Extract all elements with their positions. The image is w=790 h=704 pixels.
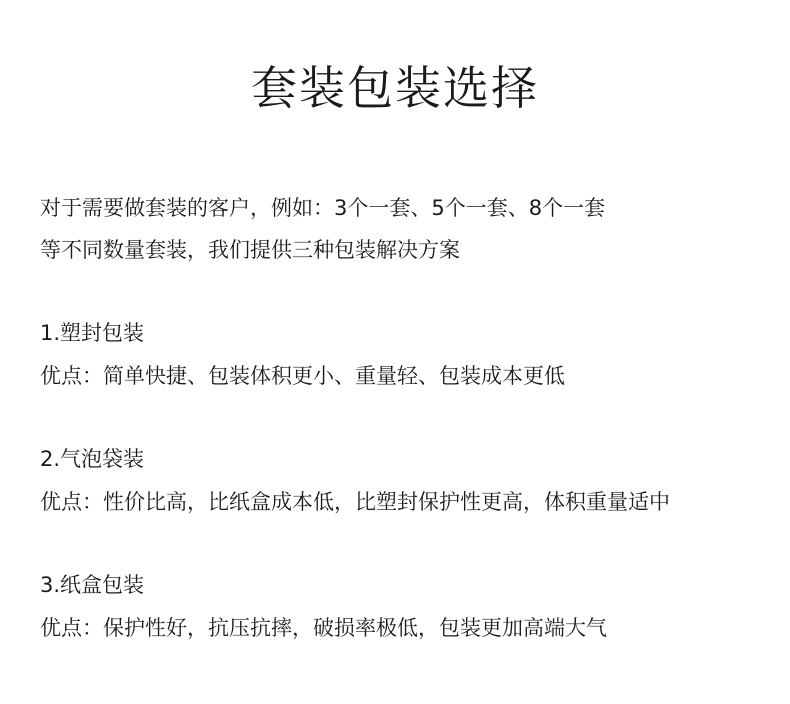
option-1-advantages: 优点：简单快捷、包装体积更小、重量轻、包装成本更低 <box>40 364 565 388</box>
option-2-advantages: 优点：性价比高，比纸盒成本低，比塑封保护性更高，体积重量适中 <box>40 490 670 514</box>
page-title: 套装包装选择 <box>251 61 539 115</box>
option-1-heading: 1.塑封包装 <box>40 321 145 345</box>
intro-line-1: 对于需要做套装的客户，例如：3个一套、5个一套、8个一套 <box>40 196 606 220</box>
intro-line-2: 等不同数量套装，我们提供三种包装解决方案 <box>40 238 460 262</box>
option-3-heading: 3.纸盒包装 <box>40 573 145 597</box>
option-3-advantages: 优点：保护性好，抗压抗摔，破损率极低，包装更加高端大气 <box>40 616 607 640</box>
option-2-heading: 2.气泡袋装 <box>40 447 145 471</box>
